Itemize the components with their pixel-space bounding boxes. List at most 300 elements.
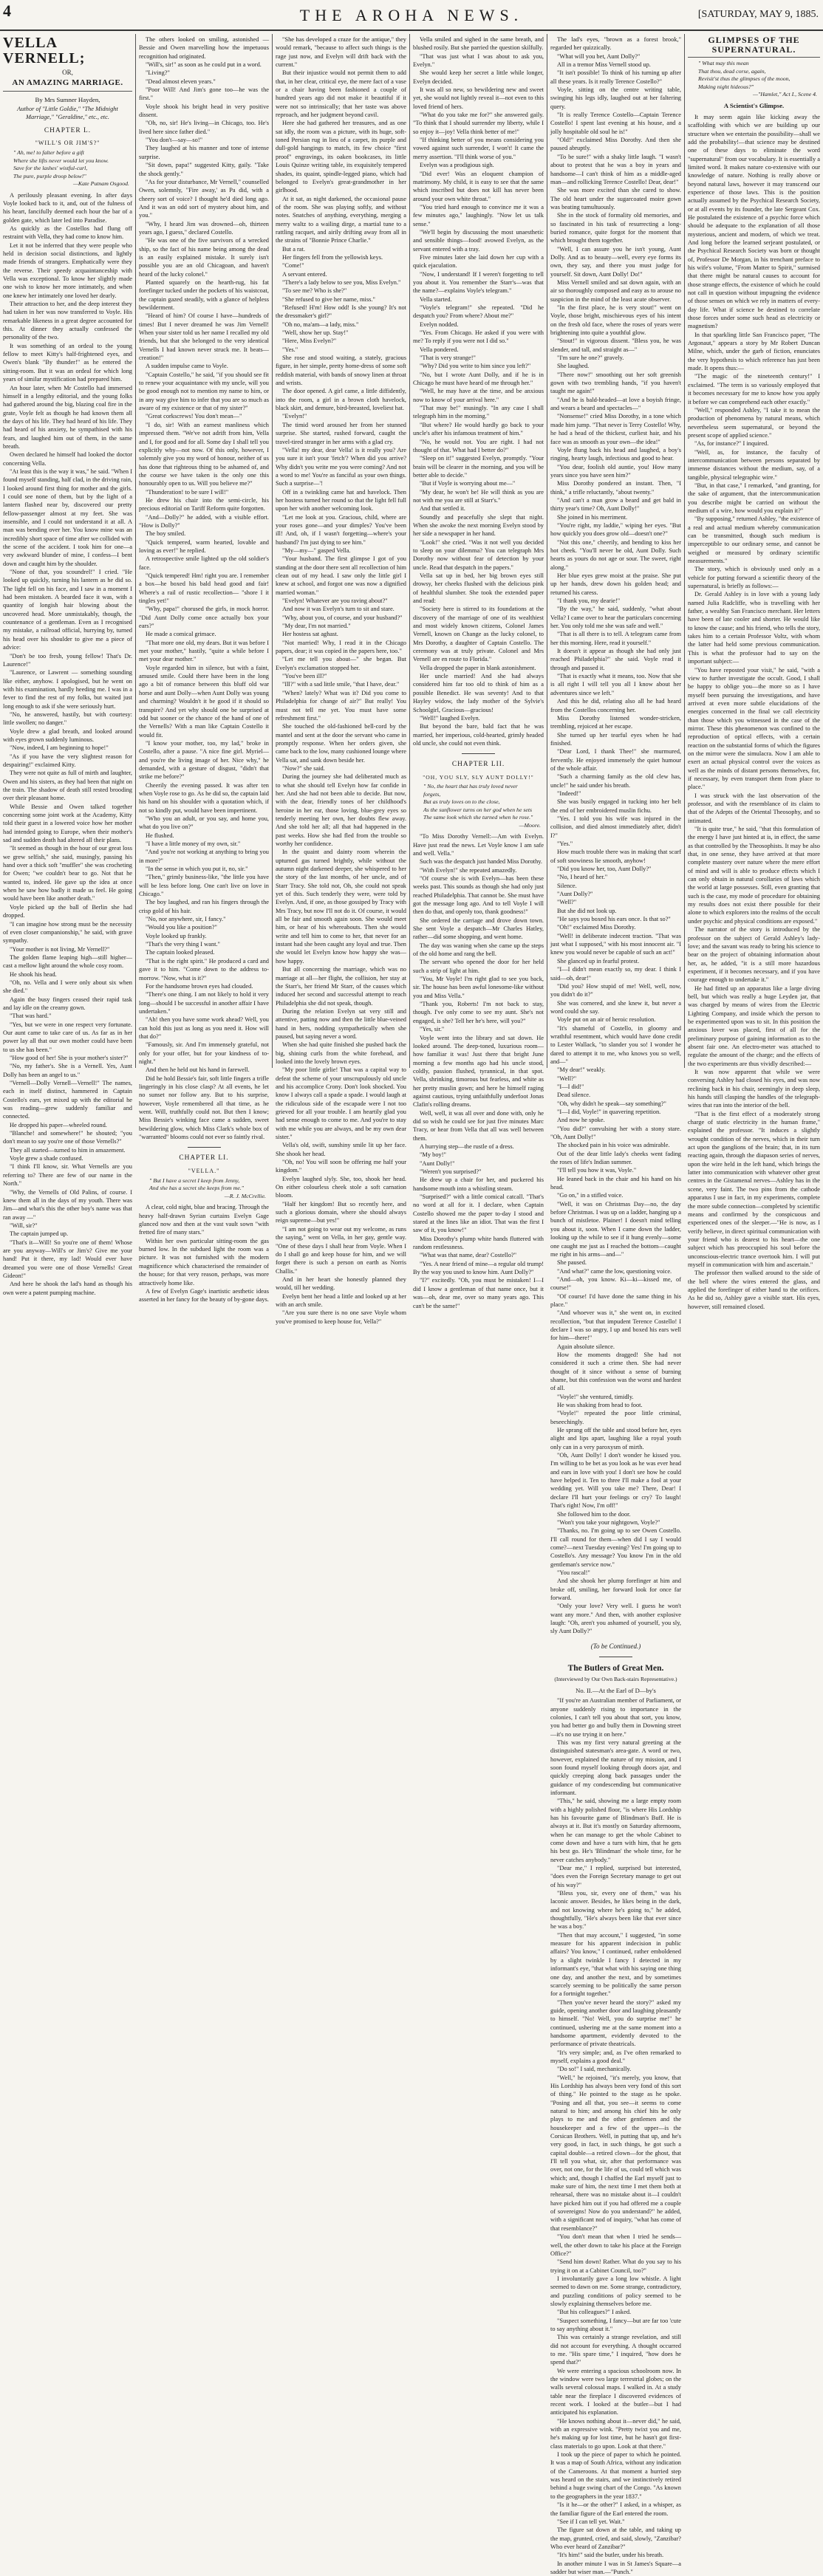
masthead-rule	[0, 30, 823, 31]
paragraph: "Well?"	[557, 899, 577, 906]
paragraph: "Living?"	[146, 69, 170, 77]
paragraph: "No, I heard of her."	[557, 874, 608, 881]
chapter-heading: CHAPTER LII.	[451, 761, 505, 769]
paragraph: "Bless you, sir, every one of them," was his laconic answer. Besides, he likes being in the dark, and not knowing where he's going to," he added, thoughtfully, "He's always been like that ever since he was a boy."	[550, 1890, 681, 1931]
paragraph: "Why, the Vernells of Old Palins, of course. I knew them all in the days of my youth. There was Jim—and what's this the other boy's name was that ran away —"	[3, 1188, 132, 1221]
paragraph: "Well, show her up. Stay!"	[282, 329, 349, 337]
paragraph: "That was hard."	[10, 1013, 52, 1020]
paragraph: She rose and stood waiting, a stately, gracious figure, in her simple, pretty home-dress of some soft reddish material, with bands of snowy linen at throat and wrists.	[276, 354, 406, 387]
paragraph: A servant entered.	[282, 270, 327, 278]
paragraph: Voyle flung back his head and laughed, a boy's ringing, hearty laugh, infectious and good to hear.	[550, 446, 681, 462]
paragraph: "That is exactly what it means, too. Now that she is all right I will tell you all I know about her adventures since we left."	[550, 673, 681, 696]
paragraph: Voyle put on an air of heroic resolution.	[557, 1016, 656, 1024]
paragraph: The story, which is obviously used only as a vehicle for putting forward a scientific theory of the supernatural, is briefly as follows:—	[688, 566, 820, 590]
paragraph: "As if you have the very slightest reason for despairing!" exclaimed Kitty.	[3, 753, 132, 768]
motto-line: Where she lifts never would let you know.	[13, 157, 109, 164]
paragraph: Evelyn nodded.	[420, 321, 459, 328]
paragraph: And here he shook the lad's hand as though his own were a patent pumping machine.	[3, 1281, 132, 1296]
paragraph: "As for your disturbance, Mr Vernell," counselled Owen, solemnly, "Fire away,' as Pa did, with a cheery sort of voice? I thought he'd died long ago. And it was an odd sort of mystery about him, and you."	[139, 178, 269, 219]
chapter-heading: CHAPTER LI.	[179, 1154, 229, 1162]
paragraph: "Not this one," cheerily, and bending to kiss her hot cheek. "You'll never be old, Aunt Dolly. Such hearts as yours do not age or sour. The sweet, right along."	[550, 538, 681, 571]
paragraph: "It is quite true," he said, "that this formulation of the energy I have just hinted at is, in effect, the same as that controlled by the Theosophists. It may be also that, in one sense, they have arrived at that more complete mastery over nature where the mere effort of mind and will is able to produce effects which I can only obtain in natural corollaries of laws which the world at large possesses. Still, even granting that such is the case, my mode of procedure for obtaining my results does not exist there possible for their alone to which explorers into the realms of the occult under psychic and physical conditions are exposed."	[688, 826, 820, 925]
paragraph: "Ill?" with a sad little smile, "that I have, dear."	[282, 681, 400, 688]
column-rule	[135, 34, 136, 1068]
paragraph: "Well!" laughed Evelyn.	[420, 714, 480, 722]
paragraph: Voyle shook his bright head in very positive dissent.	[139, 103, 269, 119]
paragraph: "It's shameful of Costello, in gloomy and wrathful resentment, which would have done credit to Lester Wallack, "to slander you so! I wonder he dared to attempt it to me, who knows you so well, and—"	[550, 1024, 681, 1065]
paragraph: "I?" excitedly. "Oh, you must be mistaken! I—I did I know a gentleman of that name once, but it was—oh, dear me, over so many years ago. This can't be the same!"	[413, 1277, 544, 1309]
paragraph: "Vernell—Dolly Vernell—Vernell!" The names, each in itself distinct, hammered in Captain Costello's ears, yet mixed up with the editorial he was reading—grew suddenly familiar and connected.	[3, 1080, 132, 1120]
paragraph: Five minutes later she laid down her cup with a quick ejaculation.	[413, 253, 544, 270]
paragraph: "Will, sir?"	[10, 1222, 38, 1229]
paragraph: "Oh, why didn't he speak—say something?"	[557, 1100, 666, 1107]
paragraph: It may seem again like kicking away the scaffolding with which we are building up our structure when we entertain the possibility—shall we add the probability!—that science may be destined one of these days to eliminate the word "supernatural" from our vocabulary. It is essentially a limited word. It makes nature co-extensive with our knowledge of nature. Nothing is really above or beyond natural laws, however it may transcend our experience of those laws. This is the position actually assumed by the Psychical Research Society, or at all events by its founder, the late Sergeant Cox. He postulated the existence of a psychic force which should be adequate to the explanation of all those mysterious, ancient and modern, of which we treat. And long before the learned serjeant postulated, or the Psychical Research Society was born or thought of, Professor De Morgan, in his trenchant preface to his wife's volume, "From Matter to Spirit," surmised that there might be natural causes to account for those strange effects, the existence of which he could not call in question without impugning the evidence of those senses on which we rely in matters of every-day life. What if science be destined to correlate those forces under some such head as electricity or magnetism?	[688, 113, 820, 330]
paragraph: And then he held out his hand in farewell.	[146, 1066, 250, 1074]
paragraph: "My dear, I'm not married."	[282, 623, 351, 630]
paragraph: She in the stock of formality old memories, and so fascinated in his task of resurrecting a long-buried romance, quite forgot for the moment that which brought them together.	[550, 212, 681, 244]
paragraph: "Then that may account," I suggested, "in some measure for his apparent indecision in public affairs? You know," I continued, rather emboldened by a slight twinkle I fancy I detected in my informant's eye, "that what with his saying one thing one day, and another the next, and by sometimes scarcely seeming to be politically the same person for a fortnight together."	[550, 1931, 681, 1998]
paragraph: "My dear, he won't be! He will think as you are not with me you are still at Starr's."	[413, 488, 544, 504]
paragraph: "If thinking better of you means considering you vowed against such surrender, I won't! It came the merry assertion. "I'll think worse of you."	[413, 137, 544, 160]
paragraph: She glanced up in fearful protest.	[557, 957, 640, 965]
paragraph: "Well, he may have at the time, and be anxious now to know of your arrival here."	[413, 388, 544, 403]
paragraph: "Laurence, or Lawrent — something sounding like either, anyhow. I apologised, but he went on with his examination, hardly heeding me. I was in a fever to find the rest of my folks, but waited just long enough to ask if she were seriously hurt.	[3, 669, 132, 710]
paragraph: "Of course! I'd have done the same thing in his place."	[550, 1292, 681, 1308]
paragraph: "Thanks, no. I'm going up to see Owen Costello. I'll call round for them—when did I say I would come?—next Tuesday evening? Yes! I'm going up to Costello's. Any message? You know I'm in the old gentleman's service now."	[550, 1527, 681, 1568]
column-rule	[409, 34, 410, 1068]
motto-line: The pure, purple droop below!"	[13, 172, 86, 179]
story-body	[550, 35, 681, 1351]
motto-line: And she has a secret she keeps from me."	[149, 1185, 245, 1192]
paragraph: And in her heart she honestly planned they would, till her wedding.	[276, 1275, 406, 1292]
chapter-subtitle: "WILL'S OR JIM'S?"	[35, 140, 100, 147]
paragraph: "By the way," he said, suddenly, "what about Vella? I came over to hear the particulars concerning her. You only told me she was safe and well."	[550, 606, 681, 630]
paragraph: He flushed.	[146, 832, 174, 839]
paragraph: "Then," grimly business-like, "the little you have will be less before long. One can't live on love in Chicago."	[139, 874, 269, 898]
paragraph: She laughed.	[557, 363, 590, 370]
paragraph: The servant who opened the door for her held such a strip of light at him.	[413, 959, 544, 974]
paragraph: While Bessie and Owen talked together concerning some joint work at the Academy, Kitty told their guest in a lowered voice how her mother had intended going to Europe, when their mother's sad and sudden death had altered all their plans.	[3, 803, 132, 844]
paragraph: "As, for instance?" I inquired.	[694, 440, 769, 448]
motto-line: Save for the lashes' wistful-curl,	[13, 165, 88, 172]
paragraph: "Dear Lord, I thank Thee!" she murmured, fervently. He enjoyed immensely the quiet humour of the whole affair.	[550, 748, 681, 772]
paragraph: Voyle drew a glad breath, and looked around with eyes grown suddenly luminous.	[3, 727, 132, 743]
paragraph: "Aunt Dolly?"	[557, 891, 593, 898]
chapter-subtitle: "OH, YOU SLY, SLY AUNT DOLLY!"	[423, 773, 534, 781]
paragraph: "And—Dolly?" he added, with a visible effort. "How is Dolly?"	[139, 513, 269, 529]
paragraph: "Go on," in a stifled voice.	[557, 1192, 624, 1199]
paragraph: "Now, indeed, I am beginning to hope!"	[10, 744, 109, 752]
paragraph: "I do, sir! With an earnest manliness which impressed them. "We've not adrift from him, Vella and I, for good and for all. Some day I shall tell you explicitly why—not now. Of this only, however, I solemnly give you my word of honour, neither of us has done that righteous thing to be ashamed of, and the course we have taken is the only one this honourably open to us. Will you believe me?"	[139, 421, 269, 487]
paragraph: "Do so!" I said, mechanically.	[557, 2066, 632, 2073]
paragraph: "Did you? How stupid of me! Well, well, now, you didn't do it?"	[550, 982, 681, 998]
paragraph: "Nonsense!" cried Miss Dorothy, in a tone which made him jump. "That never is Terry Costello! Why, he had a head of the thickest, curliest hair, and his face was as smooth as your own—the idea!"	[550, 413, 681, 445]
motto-line: The same look which she turned when he rose."	[423, 814, 533, 821]
story-body	[413, 35, 544, 747]
paragraph: "With Evelyn!" she repeated amazedly.	[420, 866, 517, 874]
paragraph: They laughed at his manner and tone of intense surprise.	[139, 145, 269, 160]
paragraph: "And you're not working at anything to bring you in more?"	[139, 849, 269, 864]
paragraph: "How good of her! She is your mother's sister?"	[10, 1055, 129, 1062]
paragraph: The others looked on smiling, astonished —Bessie and Owen marvelling how the impetuous recognition had originated.	[139, 36, 269, 60]
paragraph: Let it not be inferred that they were people who held in decision social distinctions, and lightly made friends of strangers. Emphatically were they the reverse. Their speedy acquaintanceship with Vella was exceptional. To know her slightly made one wish to know her more intimately, and when one knew her intimately one loved her dearly.	[3, 242, 132, 299]
paragraph: "See if I can tell yet. Wait."	[557, 2518, 625, 2525]
paragraph: "I—I didn't mean exactly so, my dear. I think I said—oh, dear!"	[550, 966, 681, 982]
paragraph: And she shook her plump forefinger at him and broke off, smiling, her forward look for once far forward.	[550, 1578, 681, 1601]
paragraph: At it sat, as night darkened, the occasional pause of the room. She was playing softly, and without notes. Snatches of anything, everything, merging a merry waltz to a wailing dirge, a martial tune to a rattling racquet, and airily drifting away from all in the strains of "Bonnie Prince Charlie."	[276, 195, 406, 244]
paragraph: Well, well, it was all over and done with, only he did so wish he could see for just five minutes Marc Tracy, or hear from Vella that all was well between them.	[413, 1109, 544, 1142]
paragraph: "Quick tempered, warm hearted, lovable and loving as ever!" he replied.	[139, 538, 269, 554]
paragraph: She would keep her secret a little while longer, Evelyn decided.	[413, 69, 544, 85]
paragraph: "It isn't possible! To think of his turning up after all these years. Is it really Terence Costello?"	[550, 69, 681, 85]
paragraph: "My dear!" weakly.	[557, 1066, 606, 1074]
paragraph: "I'm sure he one?" gravely.	[557, 354, 624, 362]
paragraph: "Refused! H'm! How odd! Is she young? It's not the dressmaker's girl?"	[276, 304, 406, 320]
paragraph: She was busily engaged in tucking into her belt the end of her embroidered muslin fichu.	[550, 798, 681, 814]
paragraph: "But where? He would hardly go back to your uncle's after his infamous treatment of him."	[413, 421, 544, 437]
chapter-heading: CHAPTER L.	[44, 126, 92, 134]
paragraph: "At least this is the way it was," he said. "When I found myself standing, half clad, in the driving rain, I looked around first thing for mother and the girls. I could see none of them, but by the light of a lantern flashed near by, discovered our pretty fellow-passenger almost at my feet. She was insensible, and I could not understand it at all. A man was bending over her. You know mine was an incredibly short space of time after we collided with the scene of the accident. I took him for one—a very awkward blunder of mine, I confess—I bent down and caught him by the shoulder.	[3, 467, 132, 567]
article-body	[550, 1696, 681, 2576]
paragraph: The narrator of the story is introduced by the professor on the subject of Gerald Ashley's lady-love; and the savant was ready to bring his science to bear on the project of obtaining information about her, as, he added, "it is a still more hazardous experiment, if it becomes necessary, and if you have courage enough to undertake it."	[688, 926, 820, 984]
paragraph: "Now, I understand! If I weren't forgetting to tell you about it. You remember the Starr's—was that the name?—explains Voyle's telegram."	[413, 270, 544, 295]
article-title: The Butlers of Great Men.	[567, 1663, 664, 1673]
paragraph: He had fitted up an apparatus like a large diving bell, but which was really a huge Leyden jar, that was charged by means of wires from the Electric Lighting Company, and inside which the person to be experimented upon was to sit. In this position the anxious lover was placed, first of all for the preliminary purpose of gaining information as to the absent fair one. An electro-meter was attached to regulate the amount of the charge; and the effects of the two experiments are thus vividly described:—	[688, 984, 820, 1067]
paragraph: "Blanche! and somewhere!" he shouted; "you don't mean to say you're one of those Vernells?"	[3, 1130, 132, 1145]
chapter-motto	[3, 149, 132, 180]
paragraph: "I'll tell you how it was, Voyle."	[557, 1167, 637, 1174]
paragraph: He made a comical grimace.	[146, 631, 216, 638]
article-note: (Interviewed by Our Own Back-stairs Representative.)	[554, 1676, 677, 1683]
paragraph: This was my first very natural greeting at the distinguished statesman's area-gate. A word or two, however, explained the nature of my mission, and I soon found myself looking through doors ajar, and quickly creeping along back passages under the guidance of my condescending but communicative informant.	[550, 1739, 681, 1796]
paragraph: "Send him down! Rather. What do you say to his trying it on at a Cabinet Council, too?"	[550, 2258, 681, 2274]
paragraph: "Thank you, Roberts! I'm not back to stay, though. I've only come to see my aunt. She's not engaged, is she? Tell her he's here, will you?"	[413, 1001, 544, 1024]
paragraph: Vella smiled and sighed in the same breath, and blushed rosily. But she parried the question skilfully.	[413, 36, 544, 52]
motto-line: " What may this mean	[698, 60, 749, 67]
paragraph: "To be sure!" with a shaky little laugh. "I wasn't about to protest that he was a boy in years and handsome—I can't think of him as a middle-aged man—and rollicking Terence Costello! Dear, dear!"	[550, 153, 681, 185]
paragraph: And this he did, relating also all he had heard from the Costellos concerning her.	[550, 698, 681, 713]
paragraph: "And what?" came the low, questioning voice.	[557, 1267, 672, 1275]
paragraph: "We'll begin by discussing the most unaesthetic and sensible things—food! avowed Evelyn, as the servant entered with a tray.	[413, 228, 544, 253]
story-body	[139, 35, 269, 1141]
motto-attribution: —Kate Putnam Osgood.	[72, 180, 129, 188]
paragraph: The door opened. A girl came, a little diffidently, into the room, a girl in a brown cloth havelock, black skirt, and demure, bird-breasted, loveliest hat.	[276, 388, 406, 412]
column-4	[413, 35, 544, 1309]
paragraph: The boy smiled.	[146, 530, 186, 538]
paragraph: "Is it he—or the other?" I asked, in a whisper, as the familiar figure of the Earl entered the room.	[550, 2501, 681, 2517]
paragraph: It doesn't it appear as though she had only just reached Philadelphia?" she said. Voyle read it through and passed it.	[550, 648, 681, 671]
paragraph: "Yes. I told you his wife was injured in the collision, and died almost immediately after, didn't I?"	[550, 815, 681, 839]
paragraph: "And whoever was it," she went on, in excited recollection, "but that impudent Terence Costello! I declare I was so angry, I up and boxed his ears well for him—there!"	[550, 1309, 681, 1342]
motto-line: As the sunflower turns on her god when he sets	[423, 806, 533, 813]
paragraph: "What will you bet, Aunt Dolly?"	[557, 52, 641, 60]
paragraph: "Evelyn! Whatever are you raving about?"	[282, 597, 388, 605]
paragraph: "You, Mr Voyle! I'm right glad to see you back, sir. The house has been awful lonesome-like without you and Miss Vella."	[413, 976, 544, 999]
story-body	[413, 832, 544, 1310]
paragraph: Evelyn was a prodigious sigh.	[420, 162, 494, 169]
paragraph: She ordered the carriage and drove down town. She sent Voyle a despatch—Mr Charles Hatley, rather—did some shopping, and went home.	[413, 917, 544, 941]
story-or: OR,	[62, 69, 73, 76]
paragraph: "She has developed a craze for the antique," they would remark, "because to affect such things is the rage just now, and Evelyn will drift back with the current."	[276, 36, 406, 69]
paragraph: "Did ever! Was an eloquent champion of matrimony. My child, it is easy to see that the same which inscribed but does not kill has never been around your own white throat."	[413, 170, 544, 202]
paragraph: "Oh, no, sir! He's living—in Chicago, too. He's lived here since father died."	[139, 120, 269, 135]
paragraph: Silence.	[557, 882, 577, 889]
story-body	[139, 1203, 269, 1304]
paragraph: An hour later, when Mr Costello had immersed himself in a lengthy editorial, and the young folks had gathered around the big, blazing coal fire in the grate, Voyle felt as though he had known them all the days of his life. They had heard of his life. They had heard of his anxiety, he sympathised with his fears, and laughed him out of them, in the same breath.	[3, 384, 132, 450]
paragraph: "It seemed as though in the hour of our great loss we grew selfish," she said, musingly, passing his hand over a thick soft "muffler" she was crocheting for Owen; "we couldn't bear to go. Not that he wanted to, indeed. He gave up the idea at once when he saw how badly it made us feel. He going would have been like another death."	[3, 845, 132, 902]
paragraph: "Sit down, papa!" suggested Kitty, gaily. "Take the shock gently."	[139, 162, 269, 177]
paragraph: In that sparkling little San Francisco paper, "The Argonaut," appears a story by Mr Robert Duncan Milne, which, under the garb of fiction, enunciates the very hypothesis to which reference has just been made. It opens thus:—	[688, 331, 820, 372]
paragraph: He sprang off the table and stood before her, eyes alight and lips apart, laughing like a royal youth only can in a very paroxysm of mirth.	[550, 1427, 681, 1450]
paragraph: "Well, it was on Christmas Day—no, the day before Christmas. I was up on a ladder, hanging up a bunch of mistletoe. Plainer! I doesn't mind telling you about it, soon. When I came down the ladder, looking up the while to see if it hung evenly—some one caught me just as I reached the bottom—caught me right in his arms—and—"	[550, 1200, 681, 1258]
paragraph: The timid word aroused her from her stunned surprise. She started, rushed forward, caught the travel-tired stranger in her arms with a glad cry.	[276, 421, 406, 445]
paragraph: "I think I'll know, sir. What Vernells are you referring to? There are few of our name in the North."	[3, 1163, 132, 1188]
paragraph: "He was one of the five survivors of a wrecked ship, so the fact of his name being among the dead is an easily explained mistake. It surely isn't possible you are an old Chicagoan, and haven't heard of the lucky colonel."	[139, 237, 269, 278]
paragraph: "Your husband. The first glimpse I got of you standing at the door there sent all recollection of him clean out of my head. I saw only the little girl I knew at school, and forgot one was now a dignified married woman."	[276, 555, 406, 596]
paragraph: "Oh, no. Vella and I were only about six when she died."	[3, 979, 132, 995]
paragraph: "When? lately? What was it? Did you come to Philadelphia for change of air?" But really! You must not tell me yet. You must have some refreshment first."	[276, 689, 406, 722]
motto-line: But as truly loves on to the close,	[423, 798, 500, 806]
paragraph: "Evelyn!"	[282, 413, 307, 420]
paragraph: But beyond the bare, bald fact that he was married, her imperious, cold-hearted, grimly headed old uncle, she could not even think.	[413, 723, 544, 747]
paragraph: He drew his chair into the semi-circle, his precious editorial on Tariff Reform quite forgotten.	[139, 496, 269, 513]
paragraph: Vella sat up in bed, her big brown eyes still drowsy, her cheeks flushed with the delicious pink of healthful slumber. She took the extended paper and read:	[413, 572, 544, 605]
paragraph: She paused.	[557, 1259, 587, 1267]
article-title: GLIMPSES OF THE SUPERNATURAL.	[688, 35, 820, 58]
article-subhead: A Scientist's Glimpse.	[723, 101, 785, 109]
column-5	[550, 35, 682, 2575]
paragraph: "That more one old, my dears. But it was before I met your mother," hastily, "quite a while before I met your dear mother."	[139, 639, 269, 663]
paragraph: "I—I did, Voyle!" in quavering repetition.	[557, 1109, 661, 1115]
paragraph: Planted squarely on the hearth-rug, his fat forefinger tucked under the pockets of his waistcoat, the captain gazed steadily, with a glance of helpless bewilderment.	[139, 278, 269, 311]
paragraph: He dropped his paper—wheeled round.	[10, 1121, 107, 1128]
paragraph: "Oh!" exclaimed Miss Dorothy.	[557, 924, 636, 931]
paragraph: "That's the very thing I want."	[146, 941, 220, 948]
column-2	[139, 35, 269, 1304]
paragraph: "There now!" smoothing out her soft greenish gown with two trembling hands, "if you haven't taught me again!"	[550, 371, 681, 395]
paragraph: I took up the piece of paper to which he pointed. It was a map of South Africa, without any indication of the Cameroons. At that moment a hurried step was heard on the stairs, and we instinctively retired behind a huge swing chart of the Congo. "As known to the geographers in the year 1837."	[550, 2451, 681, 2500]
paragraph: The captain looked pleased.	[146, 949, 215, 956]
paragraph: "Well, I can assure you he isn't young, Aunt Dolly. And as to beauty—well, every eye forms its own, they say, and there you must judge for yourself. Sit down, Aunt Dolly! Do!"	[550, 245, 681, 278]
paragraph: "Quick tempered! Hm! right you are. I remember a box—he boxed his bald head good and fair! Where's a rail of rustic recollection— "shore I it tingles yet!"	[139, 572, 269, 605]
paragraph: She joined in his merriment.	[557, 513, 628, 521]
column-1	[3, 35, 132, 1296]
motto-line: Making night hideous?"	[698, 83, 754, 90]
paragraph: "Well, as, for instance, the faculty of intercommunication between persons separated by immense distances without the medium, say, of a tangible, physical telegraphic wire."	[688, 448, 820, 481]
paragraph: Her blue eyes grew moist at the praise. She put up her hands, drew down his golden head; and returned his caress.	[550, 572, 681, 596]
paragraph: "You rascal!"	[557, 1569, 590, 1576]
paragraph: "That is very strange!"	[420, 354, 476, 362]
paragraph: "What do you take me for?" she answered gaily. "To think that I should surrender my liberty, while I so enjoy it—joy! Vella think better of me!"	[413, 112, 544, 135]
paragraph: How the moments dragged! She had not considered it such a crime then. She had never thought of it since without a sense of burning shame, but this confession was the worst and hardest of all.	[550, 1351, 682, 1392]
paragraph: "Surprised?" with a little comical catcall. "That's no word at all for it. I declare, when Captain Costello showed me the paper to-day I stood and stared at the lines like an idiot. That was the first I saw of it, you know!"	[413, 1193, 544, 1234]
section-divider	[462, 753, 495, 754]
paragraph: "Well," he rejoined, "it's merely, you know, that His Lordship has always been very fond of this sort of thing." He pointed to the stage as he spoke. "Posing and all that, you see—it seems to come natural to him; and among his chief hits he only plays to me and the other gentlemen and the housekeeper and a few of the upper—is the Corsican Brothers. Well, in putting that up, and he's very good, in fact, in such things, he got such a capital double—a retired clown—for the ghost, that I'll tell you what, sir, after that performance was over, not one, for the life of us, could tell which was which; and, though I chaffed the Earl myself just to make sure of him, the next time I met them both at rehearsal, there was no mistake about it—I couldn't have picked him out if you had offered me a couple of sovereigns! Now do you understand?" he added, with a significant nod of inquiry, "what has come of that resemblance?"	[550, 2074, 681, 2232]
paragraph: "Aunt Dolly!"	[420, 1159, 455, 1167]
paragraph: This was certainly a strange revelation, and still did not account for everything. A thought occurred to me. "His spare time," I inquired, "how does he spend that?"	[550, 2334, 681, 2366]
paragraph: Evelyn laughed slyly. She, too, shook her head. On either colourless cheek stole a soft carnation bloom.	[276, 1175, 406, 1199]
paragraph: It was all so new, so bewildering new and sweet yet, she would not lightly reveal it—not even to this loved friend of hers.	[413, 86, 544, 110]
paragraph: "Indeed!"	[557, 789, 581, 797]
column-rule	[272, 34, 273, 1068]
paragraph: Voyle grew a shade confused.	[10, 1155, 83, 1162]
paragraph: "You dear, foolish old auntie, you! How many years since you have seen him?"	[550, 463, 681, 479]
paragraph: "Look!" she cried. "Was it not well you decided to sleep on your dilemma? You can telegraph Mrs Dorothy now without fear of detection by your uncle. Read that despatch in the papers."	[413, 538, 544, 571]
paragraph: She was cornered, and she knew it, but never a word could she say.	[550, 999, 681, 1015]
paragraph: "She refused to give her name, miss."	[282, 295, 375, 303]
paragraph: "You don't mean that when I tried he sends—well, the other down to take his place at the Foreign Office?"	[550, 2233, 681, 2257]
paragraph: But she did not look up.	[557, 907, 617, 914]
paragraph: "You tried hard enough to convince me it was a few minutes ago," laughingly. "Now let us talk sense."	[413, 203, 544, 227]
paragraph: And that settled it.	[420, 505, 465, 513]
motto-attribution: —"Hamlet," Act I., Scene 4.	[753, 91, 817, 98]
chapter-subtitle: "VELLA."	[188, 1168, 220, 1175]
paragraph: "Great corkscrews! You don't mean—"	[146, 413, 242, 420]
paragraph: "To see me? Who is she?"	[282, 287, 347, 295]
paragraph: "That is all there is to tell. A telegram came from her this morning. Here, read it yourself."	[550, 631, 681, 646]
paragraph: "It is really Terence Costello—Captain Terence Costello! I spent last evening at his house, and a jolly hospitable old soul he is!"	[550, 112, 681, 135]
paragraph: "Will's, sir!" as soon as he could put in a word.	[146, 61, 262, 69]
paragraph: "I—I did!"	[557, 1083, 584, 1090]
author-note: Author of "Little Goldie," "The Midnight Marriage," "Geraldine," etc., etc.	[17, 105, 118, 121]
paragraph: "None of that, you scoundrel!" I cried. "He looked up quickly, turning his lantern as he did so. The light fell on his face, and I saw in a moment I had been mistaken. A bearded face it was, with a quantity of longish hair blowing about the uncovered head. More unmistakably, though, the countenance of a gentleman. Even as I recognised my mistake, a railroad official, hurrying by, turned his head over his shoulder to give me a piece of advice:	[3, 569, 132, 651]
paragraph: "Society here is stirred to its foundations at the discovery of the marriage of one of its wealthiest and most widely known citizens, Colonel James Vernell, known on Change as the lucky colonel, to Mrs Dorothy, a daughter of Captain Costello. The ceremony was at truly private. Colonel and Mrs Vernell are en route to Florida."	[413, 606, 544, 663]
paragraph: "Well! in deliberate indecent traction. "That was just what I supposed," with his most innocent air. "I knew you would never be capable of such an act!"	[550, 932, 681, 956]
paragraph: Evelyn bent her head a little and looked up at her with an arch smile.	[276, 1292, 406, 1308]
paragraph: The professor then walked around to the side of the bell where the wires entered the glass, and applied the forefinger of either hand to the orifices. As he did so, Ashley gave a visible start. His eyes, however, still remained closed.	[688, 1270, 820, 1310]
paragraph: Vella pondered.	[420, 346, 459, 353]
paragraph: A clear, cold night, blue and bracing. Through the heavy half-drawn Syrian curtains Evelyn Gage glanced now and then at the vast vault sown "with fretted fire of many stars."	[139, 1204, 269, 1236]
paragraph: As quickly as the Costellos had flung off restraint with Vella, they had come to know him.	[3, 225, 132, 241]
paragraph: "Why, I heard Jim was drowned—oh, thirteen years ago, I guess," declared Costello.	[139, 220, 269, 236]
paragraph: "No, nor anywhere, sir, I fancy."	[146, 916, 226, 923]
paragraph: Dr. Gerald Ashley is in love with a young lady named Julia Radcliffe, who is travelling with her father, a wealthy San Francisco merchant. Her letters have been of late cooler and shorter. He would like to know the cause; and his friend, who tells the story, takes him to a certain Professor Voltz, with whom the latter had held some previous communication. This is what the professor had to say on the important subject:—	[688, 591, 820, 665]
paragraph: "Well," responded Ashley, "I take it to mean the production of phenomena by natural means, which nevertheless seem supernatural, or beyond the present scope of applied science."	[688, 406, 820, 439]
paragraph: Dead silence.	[557, 1092, 591, 1099]
paragraph: She turned up her tearful eyes when he had finished.	[550, 731, 681, 747]
paragraph: Voyle regarded him in silence, but with a faint, amused smile. Could there have been in the long ago a bit of romance between this bluff old war horse and aunt Dolly—when Aunt Dolly was young and charming? Wouldn't it be good if it should so transpire? And yet why should one be surprised at odd but sooner or the chance of the hand of one of the Vernells? With a man like Captain Costello it would fit.	[139, 664, 269, 739]
paragraph: "Of course she is with Evelyn—has been these weeks past. This sounds as though she had only just reached Philadelphia. That cannot be. She must have got the message long ago. And to tell Voyle I will then do that, and openly too, thank goodness!"	[413, 874, 544, 916]
paragraph: "I know your mother, too, my lad," broke in Costello, after a pause. "A nice fine girl. Myriel—and you're the living image of her. Nice why," he demanded, with a gesture of disgust, "didn't that strike me before?"	[139, 739, 269, 781]
paragraph: And now it was Evelyn's turn to sit and stare.	[282, 606, 395, 613]
paragraph: "In the sense in which you put it, no, sir."	[146, 866, 248, 873]
paragraph: And now he spoke.	[557, 1117, 605, 1124]
paragraph: "Why, about you, of course, and your husband?"	[282, 614, 403, 621]
paragraph: "Yes. From Chicago. He asked if you were with me? To reply if you were not I did so."	[413, 329, 544, 345]
motto-line: That thou, dead corse, again,	[698, 67, 766, 75]
paragraph: Her fingers fell from the yellowish keys.	[282, 253, 383, 261]
paragraph: "Here, Miss Evelyn?"	[282, 338, 337, 345]
paragraph: "You've been ill?"	[282, 673, 327, 680]
paragraph: "Your mother is not living, Mr Vernell?"	[10, 945, 110, 953]
paragraph: "Poor Will! And Jim's gone too—he was the first."	[139, 86, 269, 102]
paragraph: "Not married! Why, I read it in the Chicago papers, dear; it was copied in the papers here, too."	[276, 639, 406, 655]
paragraph: "There's one thing. I am not likely to hold it very long—should I be successful in another affair I have undertaken."	[139, 991, 269, 1015]
paragraph: She followed him to the door.	[557, 1510, 631, 1518]
story-body	[3, 191, 132, 1297]
story-body	[276, 35, 406, 1326]
paragraph: "Would you like a position?"	[146, 924, 217, 931]
column-3	[276, 35, 406, 1325]
paragraph: "By supposing," returned Ashley, "the existence of a real and actual medium whereby communication can be transmitted, though such medium is imperceptible to our ordinary sense, and cannot be weighed or measured by ordinary scientific measurements."	[688, 515, 820, 565]
paragraph: "Come!"	[282, 262, 304, 270]
motto-line: " But I have a secret I keep from Jenny,	[149, 1176, 240, 1184]
newspaper-title: THE AROHA NEWS.	[299, 6, 524, 24]
paragraph: The day was waning when she came up the steps of the old home and rang the bell.	[413, 942, 544, 958]
column-7-glimpses	[688, 35, 820, 1310]
paragraph: "Suspect something, I fancy—but are far too 'cute to say anything about it."	[550, 2317, 681, 2332]
paragraph: "This," he said, showing me a large empty room with a highly polished floor, "is where His Lordship has his favourite game of Blindman's Buff. He is always at it. But it's mostly on Saturday afternoons, when he can manage to get the whole Cabinet to come down and have a turn with him, that he gets his best go. He's 'Blindman' the whole time, for he never catches anybody."	[550, 1798, 681, 1863]
paragraph: "Weren't you surprised?"	[420, 1168, 482, 1175]
paragraph: "That may be!" musingly. "In any case I shall telegraph him in the morning."	[413, 405, 544, 420]
issue-date: [SATURDAY, MAY 9, 1885.	[697, 9, 819, 20]
paragraph: "And he is bald-headed—at love a boyish fringe, and wears a beard and spectacles—"	[550, 396, 681, 412]
paragraph: "It's him!" said the butler, under his breath.	[557, 2552, 664, 2559]
paragraph: "Thunderation! to be sure I will!"	[146, 488, 229, 496]
paragraph: I was struck with the last observation of the professor, and with the resemblance of its claim to that of the Adepts of the Oriental Theosophy, and so intimated.	[688, 792, 820, 824]
paragraph: "Only your love? Very well. I guess he won't want any more." And then, with another explosive laugh: "Oh, aren't you ashamed of yourself, you sly, sly Aunt Dolly?"	[550, 1603, 681, 1635]
paragraph: Her uncle married! And she had always considered him far too old to think of him as a possible Benedict. He was seventy! And to that Hayley widow, the lady mother of the Sylvie's Schoolgirl, Gracious—gracious!	[413, 673, 544, 713]
paragraph: Their attraction to her, and the deep interest they had taken in her was now transferred to Voyle. His remarkable likeness in a great degree accounted for this. At dinner they actually confessed the personality of the two.	[3, 301, 132, 341]
paragraph: Again absolute silence.	[557, 1343, 615, 1350]
paragraph: "I can imagine how strong must be the necessity of even closer companionship," he said, with grave sympathy.	[3, 920, 132, 945]
paragraph: "But if Voyle is worrying about me—"	[420, 480, 516, 487]
paragraph: "Ah! then you have some work ahead? Well, you can hold this just as long as you need it. How will that do?"	[139, 1016, 269, 1040]
paragraph: "Vella! my dear, dear Vella! is it really you? Are you sure it isn't your 'fetch'? When did you arrive? Why didn't you write me you were coming? And not a word to me! You're as fanciful as your own things. Such a surprise—'!	[276, 446, 406, 487]
paragraph: "I thank you, my dearie!"	[557, 597, 621, 605]
paragraph: "That was just what I was about to ask you, Evelyn."	[413, 52, 544, 69]
section-divider	[188, 1147, 221, 1148]
paragraph: "My boy!"	[420, 1151, 446, 1159]
paragraph: "He knows nothing about it—never did," he said, with an expressive wink. "Pretty twixt you and me, he's making up for lost time, but he hasn't got first-class materials to go upon. Look at that there."	[550, 2417, 681, 2450]
paragraph: "But, in that case," I remarked, "and granting, for the sake of argument, that the intercommunication you describe might be carried on without the medium of a wire, how would you explain it?"	[688, 482, 820, 514]
paragraph: He was shaking from head to foot.	[557, 1402, 643, 1409]
paragraph: "And can't a man grow a beard and get bald in thirty year's time? Oh, Aunt Dolly!"	[550, 496, 681, 513]
motto-line: " Ah, me! to falter before a gift	[13, 149, 84, 157]
paragraph: "Oh, no! You will soon be offering me half your kingdom."	[276, 1159, 406, 1174]
paragraph: "You did?" convulsing her with a stony stare. "Oh, Aunt Dolly!"	[550, 1125, 681, 1141]
motto-line: " No, the heart that has truly loved never forgets,	[423, 783, 518, 798]
paragraph: When she had quite finished she pushed back the big, shining curls from the white forehead, and looked into the lovely brown eyes.	[276, 1041, 406, 1065]
paragraph: But a rat.	[282, 245, 305, 253]
paragraph: Did he hold Bessie's fair, soft little fingers a trifle lingeringly in his close clasp? At all events, he let no sunset nor follow any. But to his surprise, however, Voyle remembered all that time, as he went. Will, truthfully could not. But then I know; Miss Bessie's winking face came a sudden, sweet bewildering glow, which Miss Clark's whole box of "warranted" blooms could not ever so faintly rival.	[139, 1075, 269, 1141]
paragraph: "No, he answered, hastily, but with courtesy: little swollen; no danger."	[3, 710, 132, 727]
paragraph: All in a tremor Miss Vernell stood up.	[557, 61, 651, 69]
paragraph: "Yes. A near friend of mine—a regular old trump! By the way you used to know him. Aunt Dolly?"	[413, 1260, 544, 1276]
paragraph: "What was that name, dear? Costello?"	[420, 1252, 517, 1259]
paragraph: "Don't be too fresh, young fellow! That's Dr. Laurence!"	[3, 652, 132, 668]
story-subtitle: AN AMAZING MARRIAGE.	[3, 78, 132, 92]
paragraph: "Then you've never heard the story?" asked my guide, opening another door and laughing pleasantly to himself. "No! Well, you do surprise me!" he continued, ushering me at the same moment into a handsome apartment, evidently devoted to the performance of private theatricals.	[550, 1998, 681, 2048]
to-be-continued: (To be Continued.)	[590, 1642, 641, 1650]
paragraph: I involuntarily gave a long low whistle. A light seemed to dawn on me. Some strange, contradictory, and puzzling conditions of policy seemed to be slowly explaining themselves before me.	[550, 2275, 681, 2307]
paragraph: Voyle, sitting on the centre writing table, swinging his legs idly, laughed out at her faltering query.	[550, 86, 681, 110]
paragraph: Her hostess sat aghast.	[282, 631, 338, 638]
article-part: No. II.—At the Earl of D—by's	[576, 1686, 656, 1694]
byline: By Mrs Sumner Hayden,	[35, 95, 100, 103]
paragraph: "No, my father's. She is a Vernell. Yes, Aunt Dolly has been an angel to us."	[3, 1063, 132, 1078]
paragraph: "That is the first effect of a moderately strong charge of static electricity in the human frame," explained the professor. "It induces a slightly wrought condition of the nerves, which in their turn act upon the ganglions of the brain; that, in its turn reacting again, through the diapason series of nerves, upon the wire held in the left hand, which brings the latter into communication with whatever other great centres in the Gistamenal nerves—Ashley has in the scene, very faint. The two pins from the cathode apparatus I use in fact, in my experiments, complete the more subtle connection—completed by scientific means and confirmed by the conspicuous and experienced ones of the sleeper.—"He is now, as I verify believe, in direct spiritual communication with your friend who is dearest to his heart—the one subject which has preoccupied his soul before the unconscious-electric trance overtook him. I will put myself in communication with him and ascertain."	[688, 1110, 820, 1268]
story-body	[550, 1351, 681, 1636]
paragraph: Off in a twinkling came hat and havelock. Then her hostess turned her round so that the light fell full upon her with another welcoming look.	[276, 488, 406, 513]
paragraph: "There's a lady below to see you, Miss Evelyn."	[282, 278, 401, 286]
paragraph: But all concerning the marriage, which was no marriage at all—her flight, the collision, her stay at the Starr's, her friend Mr Starr, of the causes which induced her second and successful attempt to reach Philadelphia she did not speak, though.	[276, 966, 406, 1007]
paragraph: "You have reposted your visit," he said, "with a view to further investigate the occult. Good, I shall be happy to oblige you—the more so as I have myself been pursuing the investigations, and have arrived at even more subtle elucidations of the energies concerned in the final we call electricity than those which you witnessed in the case of the mirror. These this phenomenon was confined to the reproduction of optical effects, with a certain reaction on the substantial forms of which the figures on the mirror were the simulacra. Now I am able to exert an actual physical control over the voices as well as the minds of distant persons themselves, for, if necessary, by even transport them from place to place."	[688, 666, 820, 791]
page-number: 4	[3, 1, 11, 20]
motto-attribution: —R. J. McCrellie.	[224, 1192, 266, 1199]
paragraph: It was now apparent that while we were conversing Ashley had closed his eyes, and was now reclining back in his chair, seemingly in deep sleep, his hands still clasping the handles of the telegraph-wires that ran into the interior of the bell.	[688, 1069, 820, 1109]
paragraph: Voyle picked up the ball of Berlin she had dropped.	[3, 903, 132, 919]
